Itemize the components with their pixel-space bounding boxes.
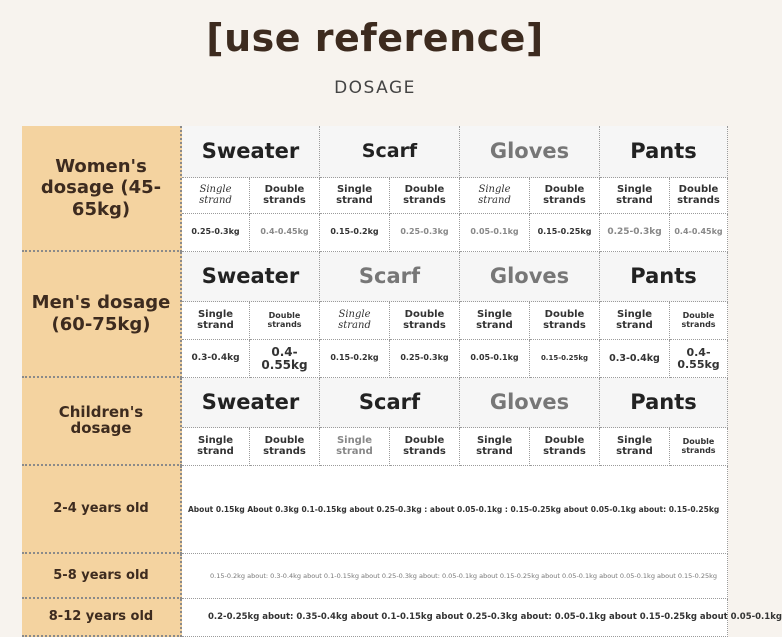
men-strand-cell: Double strands [250, 302, 320, 340]
men-value-cell: 0.3-0.4kg [182, 340, 250, 378]
men-value-cell: 0.15-0.25kg [530, 340, 600, 378]
children-strand-cell: Double strands [390, 428, 460, 466]
women-value-cell: 0.15-0.25kg [530, 214, 600, 252]
children-garment-scarf: Scarf [320, 378, 460, 428]
women-strand-cell: Single strand [320, 178, 390, 214]
age-row-values-8-12: 0.2-0.25kg about: 0.35-0.4kg about 0.1-0.15kg about 0.25-0.3kg about: 0.05-0.1kg about 0.15-0.25kg about 0.05-0.1kg [182, 599, 728, 637]
men-strand-cell: Double strands [390, 302, 460, 340]
women-value-cell: 0.25-0.3kg [600, 214, 670, 252]
age-row-label-5-8: 5-8 years old [22, 554, 182, 599]
children-strand-cell: Double strands [250, 428, 320, 466]
children-dosage-label: Children's dosage [22, 378, 182, 466]
women-garment-sweater: Sweater [182, 126, 320, 178]
men-value-cell: 0.15-0.2kg [320, 340, 390, 378]
women-strand-cell: Single strand [460, 178, 530, 214]
men-garment-gloves: Gloves [460, 252, 600, 302]
women-strand-cell: Double strands [250, 178, 320, 214]
dosage-table [22, 126, 782, 625]
children-strand-cell: Double strands [670, 428, 728, 466]
women-strand-cell: Double strands [390, 178, 460, 214]
children-strand-cell: Single strand [600, 428, 670, 466]
men-value-cell: 0.4-0.55kg [250, 340, 320, 378]
men-value-cell: 0.25-0.3kg [390, 340, 460, 378]
page-title: [use reference] [206, 16, 544, 60]
women-value-cell: 0.15-0.2kg [320, 214, 390, 252]
women-strand-cell: Single strand [600, 178, 670, 214]
men-strand-cell: Single strand [182, 302, 250, 340]
men-strand-cell: Single strand [320, 302, 390, 340]
age-row-values-5-8: 0.15-0.2kg about: 0.3-0.4kg about 0.1-0.15kg about 0.25-0.3kg about: 0.05-0.1kg about 0.15-0.25kg about 0.05-0.1kg about 0.05-0.1kg about 0.15-0.25kg [182, 554, 728, 599]
women-garment-scarf: Scarf [320, 126, 460, 178]
age-row-values-2-4: About 0.15kg About 0.3kg 0.1-0.15kg about 0.25-0.3kg : about 0.05-0.1kg : 0.15-0.25kg about 0.05-0.1kg about: 0.15-0.25kg [182, 466, 728, 554]
men-value-cell: 0.05-0.1kg [460, 340, 530, 378]
women-garment-pants: Pants [600, 126, 728, 178]
women-value-cell: 0.25-0.3kg [390, 214, 460, 252]
men-garment-sweater: Sweater [182, 252, 320, 302]
men-value-cell: 0.3-0.4kg [600, 340, 670, 378]
page-subtitle: DOSAGE [334, 78, 416, 98]
women-value-cell: 0.05-0.1kg [460, 214, 530, 252]
age-row-label-8-12: 8-12 years old [22, 599, 182, 637]
men-value-cell: 0.4-0.55kg [670, 340, 728, 378]
children-garment-pants: Pants [600, 378, 728, 428]
children-strand-cell: Double strands [530, 428, 600, 466]
men-dosage-label: Men's dosage (60-75kg) [22, 252, 182, 378]
women-garment-gloves: Gloves [460, 126, 600, 178]
women-strand-cell: Single strand [182, 178, 250, 214]
children-garment-sweater: Sweater [182, 378, 320, 428]
women-strand-cell: Double strands [670, 178, 728, 214]
women-value-cell: 0.4-0.45kg [670, 214, 728, 252]
men-strand-cell: Single strand [460, 302, 530, 340]
women-strand-cell: Double strands [530, 178, 600, 214]
men-garment-pants: Pants [600, 252, 728, 302]
women-value-cell: 0.25-0.3kg [182, 214, 250, 252]
children-strand-cell: Single strand [182, 428, 250, 466]
men-strand-cell: Double strands [530, 302, 600, 340]
age-row-label-2-4: 2-4 years old [22, 466, 182, 554]
women-value-cell: 0.4-0.45kg [250, 214, 320, 252]
women-dosage-label: Women's dosage (45-65kg) [22, 126, 182, 252]
men-strand-cell: Double strands [670, 302, 728, 340]
men-strand-cell: Single strand [600, 302, 670, 340]
men-garment-scarf: Scarf [320, 252, 460, 302]
children-garment-gloves: Gloves [460, 378, 600, 428]
children-strand-cell: Single strand [460, 428, 530, 466]
children-strand-cell: Single strand [320, 428, 390, 466]
